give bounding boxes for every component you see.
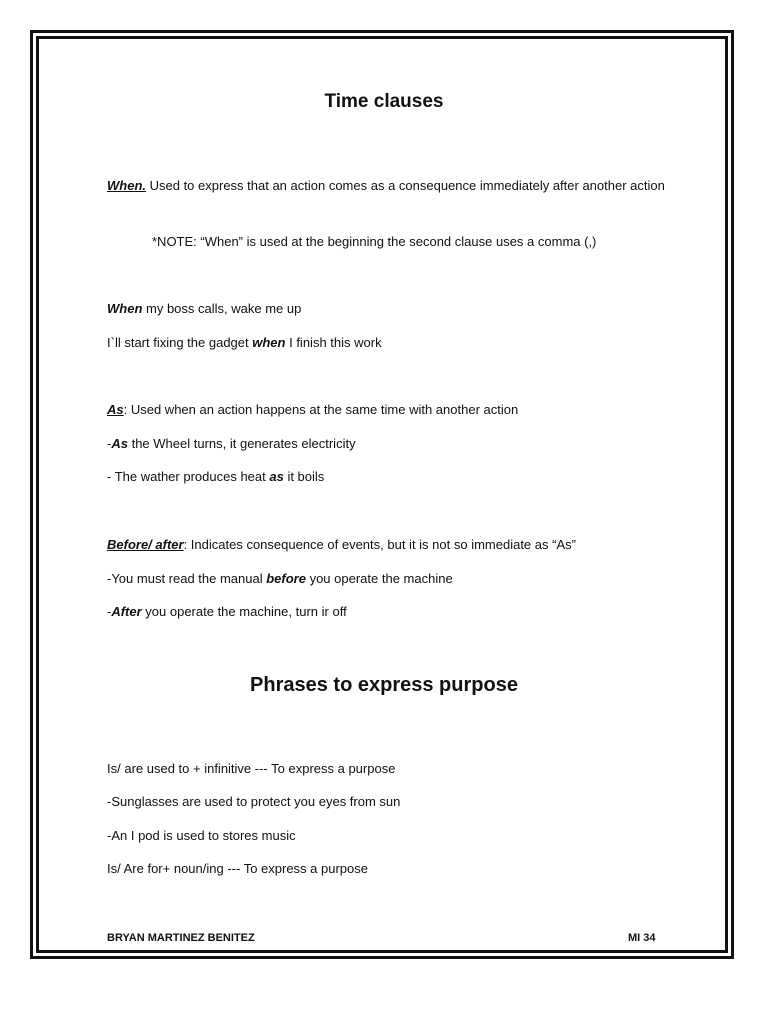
when-example-1-run-1: my boss calls, wake me up bbox=[142, 301, 302, 316]
as-example-1-run-1: As bbox=[111, 436, 128, 451]
as-definition bbox=[107, 399, 518, 421]
footer-page-number: MI 34 bbox=[628, 932, 656, 944]
footer-author: BRYAN MARTINEZ BENITEZ bbox=[107, 932, 255, 944]
purpose-example-1-run-0: -Sunglasses are used to protect you eyes from sun bbox=[107, 794, 401, 809]
as-example-2-run-0: - The wather produces heat bbox=[107, 469, 270, 484]
before-after-definition-run-0: Before/ after bbox=[107, 537, 184, 552]
before-after-definition-run-1: : Indicates consequence of events, but it is not so immediate as “As” bbox=[183, 537, 576, 552]
purpose-example-2 bbox=[107, 825, 296, 847]
before-example-run-0: -You must read the manual bbox=[107, 571, 267, 586]
note-run-0: *NOTE: “When” is used at the beginning the second clause uses a comma (,) bbox=[152, 234, 597, 249]
when-definition-run-0: When. bbox=[107, 178, 146, 193]
as-example-2 bbox=[107, 466, 324, 488]
when-example-2-run-0: I`ll start fixing the gadget bbox=[107, 335, 253, 350]
as-example-1 bbox=[107, 433, 356, 455]
section-title-time-clauses: Time clauses bbox=[324, 91, 444, 112]
page-border-inner bbox=[36, 36, 728, 953]
as-definition-run-1: : Used when an action happens at the same time with another action bbox=[123, 402, 519, 417]
as-example-2-run-1: as bbox=[269, 469, 284, 484]
purpose-rule-1-run-0: Is/ are used to + infinitive --- To express a purpose bbox=[107, 761, 396, 776]
purpose-rule-2-run-0: Is/ Are for+ noun/ing --- To express a purpose bbox=[107, 861, 368, 876]
when-example-1-run-0: When bbox=[107, 301, 143, 316]
as-example-1-run-2: the Wheel turns, it generates electricity bbox=[127, 436, 356, 451]
after-example-run-2: you operate the machine, turn ir off bbox=[141, 604, 347, 619]
before-example bbox=[107, 568, 453, 590]
after-example bbox=[107, 601, 347, 623]
before-example-run-2: you operate the machine bbox=[305, 571, 453, 586]
when-example-2-run-2: I finish this work bbox=[285, 335, 382, 350]
as-definition-run-0: As bbox=[107, 402, 124, 417]
before-example-run-1: before bbox=[266, 571, 306, 586]
when-example-1 bbox=[107, 298, 301, 320]
when-definition bbox=[107, 175, 669, 197]
purpose-rule-1 bbox=[107, 758, 395, 780]
before-after-definition bbox=[107, 534, 576, 556]
when-definition-run-1: Used to express that an action comes as a consequence immediately after another action bbox=[146, 178, 665, 193]
section-title-purpose: Phrases to express purpose bbox=[250, 674, 518, 696]
note-line bbox=[152, 231, 596, 253]
after-example-run-1: After bbox=[111, 604, 142, 619]
after-example-run-0: - bbox=[107, 604, 112, 619]
purpose-example-1 bbox=[107, 791, 400, 813]
as-example-1-run-0: - bbox=[107, 436, 112, 451]
when-example-2 bbox=[107, 332, 382, 354]
purpose-rule-2 bbox=[107, 858, 368, 880]
purpose-example-2-run-0: -An I pod is used to stores music bbox=[107, 828, 296, 843]
when-example-2-run-1: when bbox=[252, 335, 286, 350]
as-example-2-run-2: it boils bbox=[283, 469, 325, 484]
